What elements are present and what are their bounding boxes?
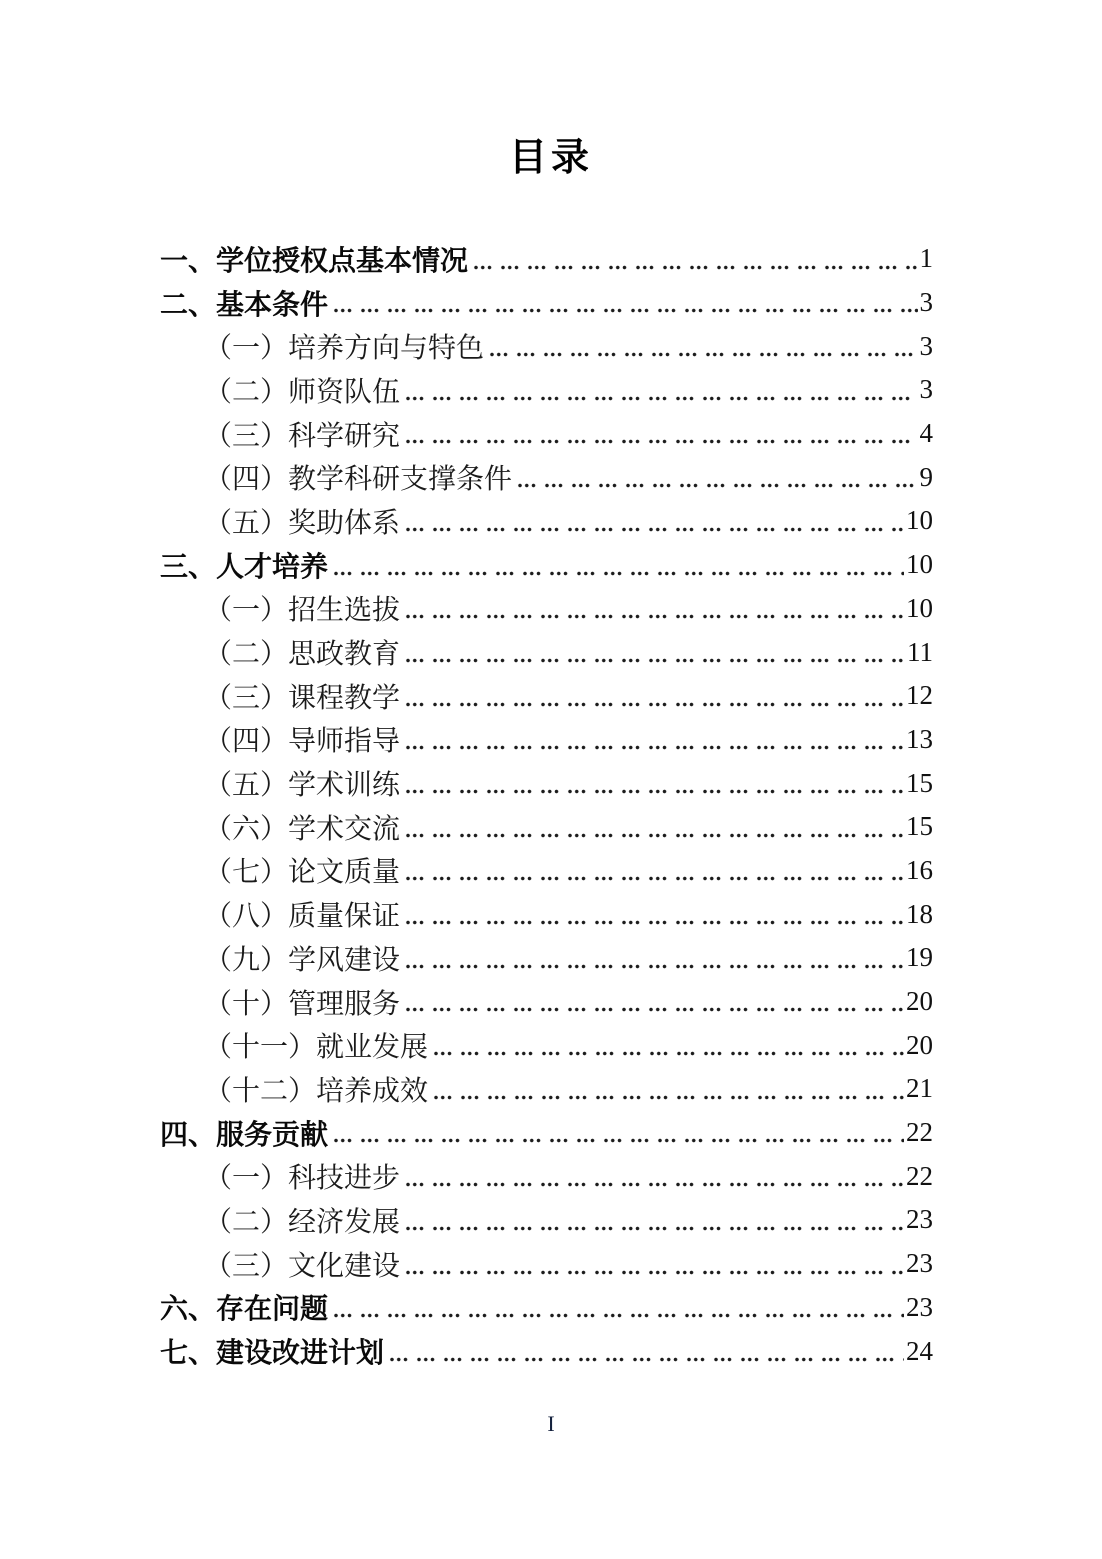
toc-entry [160,368,933,412]
toc-entry-label: 六、存在问题 [160,1293,329,1325]
toc-entry-page: 11 [907,636,933,667]
toc-entry-page: 21 [906,1073,933,1104]
toc-entry-page: 3 [919,330,933,361]
toc-leader-dots [405,527,904,532]
toc-entry-label: （十一）就业发展 [204,1032,429,1064]
toc-entry-label: （二）经济发展 [204,1206,401,1238]
toc-entry [160,805,933,849]
toc-entry [160,630,933,674]
toc-entry-label: （四）教学科研支撑条件 [204,464,513,496]
toc-entry [160,674,933,718]
toc-entry-page: 4 [919,418,933,449]
toc-leader-dots [333,1138,904,1143]
toc-entry [160,849,933,893]
toc-entry-label: （三）课程教学 [204,682,401,714]
toc-leader-dots [405,876,904,881]
toc-leader-dots [405,439,917,444]
toc-leader-dots [405,658,905,663]
toc-entry-page: 23 [906,1204,933,1235]
toc-leader-dots [405,1182,904,1187]
toc-entry-label: （三）文化建设 [204,1250,401,1282]
toc-leader-dots [405,1270,904,1275]
toc-entry-label: 四、服务贡献 [160,1118,329,1150]
toc-entry-label: （一）招生选拔 [204,595,401,627]
toc-entry-label: （二）思政教育 [204,639,401,671]
footer-page-number: I [547,1411,555,1436]
toc-leader-dots [433,1051,904,1056]
toc-leader-dots [405,1226,904,1231]
toc-entry-page: 10 [906,505,933,536]
toc-entry-page: 22 [906,1160,933,1191]
toc-entry [160,499,933,543]
toc-entry [160,936,933,980]
toc-leader-dots [333,1313,904,1318]
toc-leader-dots [405,964,904,969]
toc-entry-label: （五）奖助体系 [204,507,401,539]
toc-entry-label: 七、建设改进计划 [160,1337,385,1369]
toc-entry [160,1286,933,1330]
toc-entry-label: （一）科技进步 [204,1163,401,1195]
toc-leader-dots [473,265,917,270]
toc-leader-dots [405,1007,904,1012]
toc-leader-dots [405,702,904,707]
toc-entry-label: （四）导师指导 [204,726,401,758]
toc-entry-page: 15 [906,811,933,842]
toc-entry-page: 18 [906,898,933,929]
toc-leader-dots [405,833,904,838]
toc-entry [160,455,933,499]
toc-leader-dots [405,614,904,619]
toc-entry-page: 20 [906,1029,933,1060]
toc-entry [160,892,933,936]
toc-entry-label: （七）论文质量 [204,857,401,889]
toc-leader-dots [405,920,904,925]
toc-leader-dots [333,571,904,576]
toc-entry-page: 19 [906,942,933,973]
toc-leader-dots [433,1095,904,1100]
toc-entry-label: （六）学术交流 [204,813,401,845]
toc-entry-page: 10 [906,549,933,580]
toc-entry-page: 3 [919,374,933,405]
toc-entry [160,1329,933,1373]
toc-leader-dots [389,1357,904,1362]
toc-entry [160,281,933,325]
toc-entry-label: （八）质量保证 [204,901,401,933]
toc-entry-page: 20 [906,986,933,1017]
toc-entry [160,1198,933,1242]
toc-leader-dots [333,308,917,313]
toc-entry-label: （九）学风建设 [204,944,401,976]
toc-entry-page: 23 [906,1291,933,1322]
toc-entry-page: 12 [906,680,933,711]
toc-entry [160,980,933,1024]
toc-entry-page: 15 [906,767,933,798]
toc-entry-page: 24 [906,1335,933,1366]
toc-entry-page: 16 [906,854,933,885]
toc-entry-page: 13 [906,723,933,754]
toc-entry-label: 三、人才培养 [160,550,329,582]
table-of-contents [160,237,933,1373]
toc-entry [160,543,933,587]
toc-leader-dots [405,745,904,750]
toc-entry-label: （十二）培养成效 [204,1075,429,1107]
toc-leader-dots [405,396,917,401]
toc-entry-label: （十）管理服务 [204,988,401,1020]
toc-entry [160,718,933,762]
toc-entry [160,412,933,456]
toc-entry [160,587,933,631]
toc-entry-page: 9 [919,461,933,492]
toc-entry-label: 一、学位授权点基本情况 [160,244,469,276]
toc-entry-page: 10 [906,592,933,623]
toc-entry [160,237,933,281]
toc-entry-page: 22 [906,1117,933,1148]
toc-entry-label: 二、基本条件 [160,288,329,320]
toc-entry-page: 23 [906,1248,933,1279]
toc-leader-dots [517,483,917,488]
page-title: 目录 [508,137,593,179]
toc-entry-page: 3 [919,287,933,318]
toc-entry [160,1111,933,1155]
toc-entry-label: （一）培养方向与特色 [204,333,485,365]
toc-entry [160,1242,933,1286]
toc-entry [160,1067,933,1111]
toc-entry [160,761,933,805]
toc-entry [160,324,933,368]
toc-leader-dots [405,789,904,794]
toc-entry-label: （五）学术训练 [204,770,401,802]
toc-entry [160,1154,933,1198]
toc-entry-label: （二）师资队伍 [204,376,401,408]
toc-entry [160,1023,933,1067]
toc-entry-page: 1 [919,243,933,274]
toc-entry-label: （三）科学研究 [204,420,401,452]
toc-leader-dots [489,352,917,357]
